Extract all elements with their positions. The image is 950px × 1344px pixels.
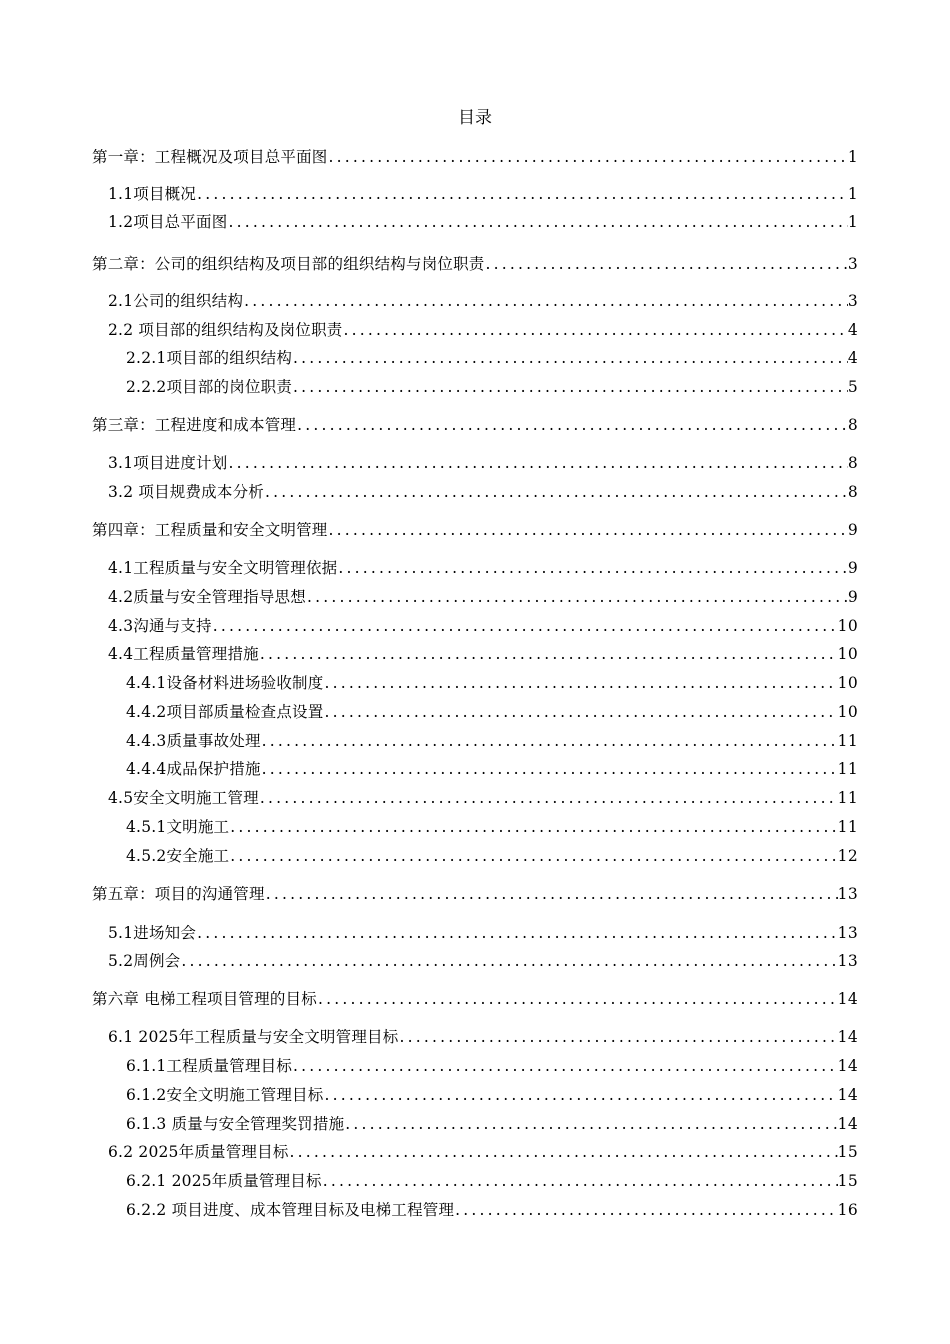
toc-entry-label: 1.2项目总平面图 <box>108 213 228 231</box>
toc-page-number: 11 <box>837 818 858 836</box>
toc-entry-4-2[interactable] <box>108 585 858 609</box>
dot-leader <box>227 451 847 475</box>
toc-page-number: 14 <box>837 1028 858 1046</box>
toc-page-number: 13 <box>837 885 858 903</box>
toc-page-number: 8 <box>847 416 858 434</box>
toc-page-number: 4 <box>847 349 858 367</box>
toc-entry-label: 4.1工程质量与安全文明管理依据 <box>108 559 338 577</box>
toc-entry-label: 5.2周例会 <box>108 952 181 970</box>
dot-leader <box>485 252 848 276</box>
toc-entry-label: 4.4.4成品保护措施 <box>126 760 261 778</box>
toc-page-number: 4 <box>847 321 858 339</box>
dot-leader <box>323 700 837 724</box>
toc-page-number: 1 <box>847 148 858 166</box>
toc-entry-label: 3.1项目进度计划 <box>108 454 228 472</box>
toc-page-number: 8 <box>847 483 858 501</box>
dot-leader <box>292 375 848 399</box>
toc-entry-label: 6.2 2025年质量管理目标 <box>108 1143 289 1161</box>
toc-entry-label: 第一章：工程概况及项目总平面图 <box>92 148 328 166</box>
toc-entry-2-2-1[interactable] <box>126 346 858 370</box>
toc-entry-label: 6.2.1 2025年质量管理目标 <box>126 1172 322 1190</box>
toc-page-number: 11 <box>837 760 858 778</box>
toc-page-number: 10 <box>837 645 858 663</box>
toc-page-number: 11 <box>837 732 858 750</box>
dot-leader <box>292 346 848 370</box>
dot-leader <box>328 145 848 169</box>
toc-entry-4-5-2[interactable] <box>126 844 858 868</box>
toc-page-number: 14 <box>837 1086 858 1104</box>
dot-leader <box>229 815 837 839</box>
toc-title: 目录 <box>458 108 492 128</box>
toc-entry-label: 5.1进场知会 <box>108 924 197 942</box>
toc-entry-4-4-4[interactable] <box>126 757 858 781</box>
dot-leader <box>322 1169 838 1193</box>
toc-page-number: 9 <box>847 521 858 539</box>
toc-entry-4-4-1[interactable] <box>126 671 858 695</box>
toc-entry-1-1[interactable] <box>108 182 858 206</box>
toc-page-number: 9 <box>847 559 858 577</box>
toc-page-number: 3 <box>847 292 858 310</box>
toc-page-number: 1 <box>847 213 858 231</box>
toc-page-number: 13 <box>837 924 858 942</box>
toc-page-number: 9 <box>847 588 858 606</box>
toc-page-number: 12 <box>837 847 858 865</box>
toc-entry-label: 4.4.3质量事故处理 <box>126 732 261 750</box>
toc-entry-label: 4.4.2项目部质量检查点设置 <box>126 703 324 721</box>
toc-entry-label: 6.1.1工程质量管理目标 <box>126 1057 293 1075</box>
toc-page-number: 8 <box>847 454 858 472</box>
toc-entry-4-4[interactable] <box>108 642 858 666</box>
toc-entry-6-1-2[interactable] <box>126 1083 858 1107</box>
toc-entry-chapter-2[interactable] <box>92 252 858 276</box>
dot-leader <box>261 757 838 781</box>
toc-entry-label: 4.4工程质量管理措施 <box>108 645 259 663</box>
toc-entry-label: 4.5安全文明施工管理 <box>108 789 259 807</box>
dot-leader <box>296 413 848 437</box>
toc-entry-6-2-2[interactable] <box>126 1198 858 1222</box>
dot-leader <box>454 1198 838 1222</box>
toc-page-number: 1 <box>847 185 858 203</box>
toc-page-number: 10 <box>837 674 858 692</box>
toc-entry-4-5-1[interactable] <box>126 815 858 839</box>
toc-entry-4-4-3[interactable] <box>126 729 858 753</box>
toc-entry-4-4-2[interactable] <box>126 700 858 724</box>
toc-entry-label: 4.2质量与安全管理指导思想 <box>108 588 306 606</box>
toc-entry-2-2-2[interactable] <box>126 375 858 399</box>
dot-leader <box>196 182 848 206</box>
toc-entry-chapter-3[interactable] <box>92 413 858 437</box>
toc-page-number: 10 <box>837 617 858 635</box>
toc-page-number: 14 <box>837 990 858 1008</box>
dot-leader <box>337 556 847 580</box>
toc-entry-label: 3.2 项目规费成本分析 <box>108 483 264 501</box>
toc-entry-label: 6.1.2安全文明施工管理目标 <box>126 1086 324 1104</box>
dot-leader <box>259 642 838 666</box>
dot-leader <box>398 1025 837 1049</box>
dot-leader <box>328 518 848 542</box>
toc-page-number: 5 <box>847 378 858 396</box>
toc-entry-label: 第五章：项目的沟通管理 <box>92 885 265 903</box>
toc-entry-1-2[interactable] <box>108 210 858 234</box>
dot-leader <box>261 729 838 753</box>
toc-entry-label: 4.5.2安全施工 <box>126 847 230 865</box>
toc-entry-6-2-1[interactable] <box>126 1169 858 1193</box>
toc-entry-2-2[interactable] <box>108 318 858 342</box>
dot-leader <box>229 844 837 868</box>
toc-entry-label: 1.1项目概况 <box>108 185 197 203</box>
toc-entry-label: 4.4.1设备材料进场验收制度 <box>126 674 324 692</box>
toc-entry-2-1[interactable] <box>108 289 858 313</box>
dot-leader <box>212 614 838 638</box>
toc-entry-6-1-3[interactable] <box>126 1112 858 1136</box>
dot-leader <box>342 318 847 342</box>
toc-entry-chapter-6[interactable] <box>92 987 858 1011</box>
toc-entry-4-1[interactable] <box>108 556 858 580</box>
dot-leader <box>292 1054 838 1078</box>
toc-entry-label: 4.5.1文明施工 <box>126 818 230 836</box>
dot-leader <box>259 786 838 810</box>
toc-entry-label: 6.1.3 质量与安全管理奖罚措施 <box>126 1115 345 1133</box>
toc-page-number: 14 <box>837 1057 858 1075</box>
toc-entry-label: 6.1 2025年工程质量与安全文明管理目标 <box>108 1028 399 1046</box>
dot-leader <box>323 671 837 695</box>
toc-entry-chapter-1[interactable] <box>92 145 858 169</box>
dot-leader <box>227 210 847 234</box>
toc-entry-chapter-5[interactable] <box>92 882 858 906</box>
toc-entry-label: 第三章：工程进度和成本管理 <box>92 416 297 434</box>
toc-entry-5-1[interactable] <box>108 921 858 945</box>
dot-leader <box>196 921 838 945</box>
toc-page-number: 10 <box>837 703 858 721</box>
dot-leader <box>344 1112 837 1136</box>
dot-leader <box>323 1083 837 1107</box>
toc-entry-label: 第四章：工程质量和安全文明管理 <box>92 521 328 539</box>
toc-page-number: 13 <box>837 952 858 970</box>
toc-entry-label: 2.1公司的组织结构 <box>108 292 244 310</box>
toc-page-number: 14 <box>837 1115 858 1133</box>
dot-leader <box>265 882 838 906</box>
toc-entry-label: 2.2.1项目部的组织结构 <box>126 349 293 367</box>
toc-entry-label: 2.2.2项目部的岗位职责 <box>126 378 293 396</box>
dot-leader <box>317 987 838 1011</box>
toc-entry-label: 第二章：公司的组织结构及项目部的组织结构与岗位职责 <box>92 255 485 273</box>
toc-entry-5-2[interactable] <box>108 949 858 973</box>
toc-page-number: 16 <box>837 1201 858 1219</box>
toc-entry-label: 4.3沟通与支持 <box>108 617 212 635</box>
dot-leader <box>264 480 848 504</box>
toc-entry-label: 6.2.2 项目进度、成本管理目标及电梯工程管理 <box>126 1201 455 1219</box>
toc-entry-6-1-1[interactable] <box>126 1054 858 1078</box>
toc-entry-4-5[interactable] <box>108 786 858 810</box>
toc-entry-4-3[interactable] <box>108 614 858 638</box>
dot-leader <box>243 289 848 313</box>
toc-entry-label: 第六章 电梯工程项目管理的目标 <box>92 990 317 1008</box>
toc-page-number: 3 <box>847 255 858 273</box>
dot-leader <box>306 585 848 609</box>
toc-entry-3-2[interactable] <box>108 480 858 504</box>
toc-entry-chapter-4[interactable] <box>92 518 858 542</box>
toc-page-number: 15 <box>837 1143 858 1161</box>
toc-page-number: 15 <box>837 1172 858 1190</box>
toc-entry-6-2[interactable] <box>108 1140 858 1164</box>
toc-entry-label: 2.2 项目部的组织结构及岗位职责 <box>108 321 343 339</box>
toc-page-number: 11 <box>837 789 858 807</box>
toc-entry-6-1[interactable] <box>108 1025 858 1049</box>
dot-leader <box>180 949 837 973</box>
dot-leader <box>289 1140 838 1164</box>
toc-entry-3-1[interactable] <box>108 451 858 475</box>
